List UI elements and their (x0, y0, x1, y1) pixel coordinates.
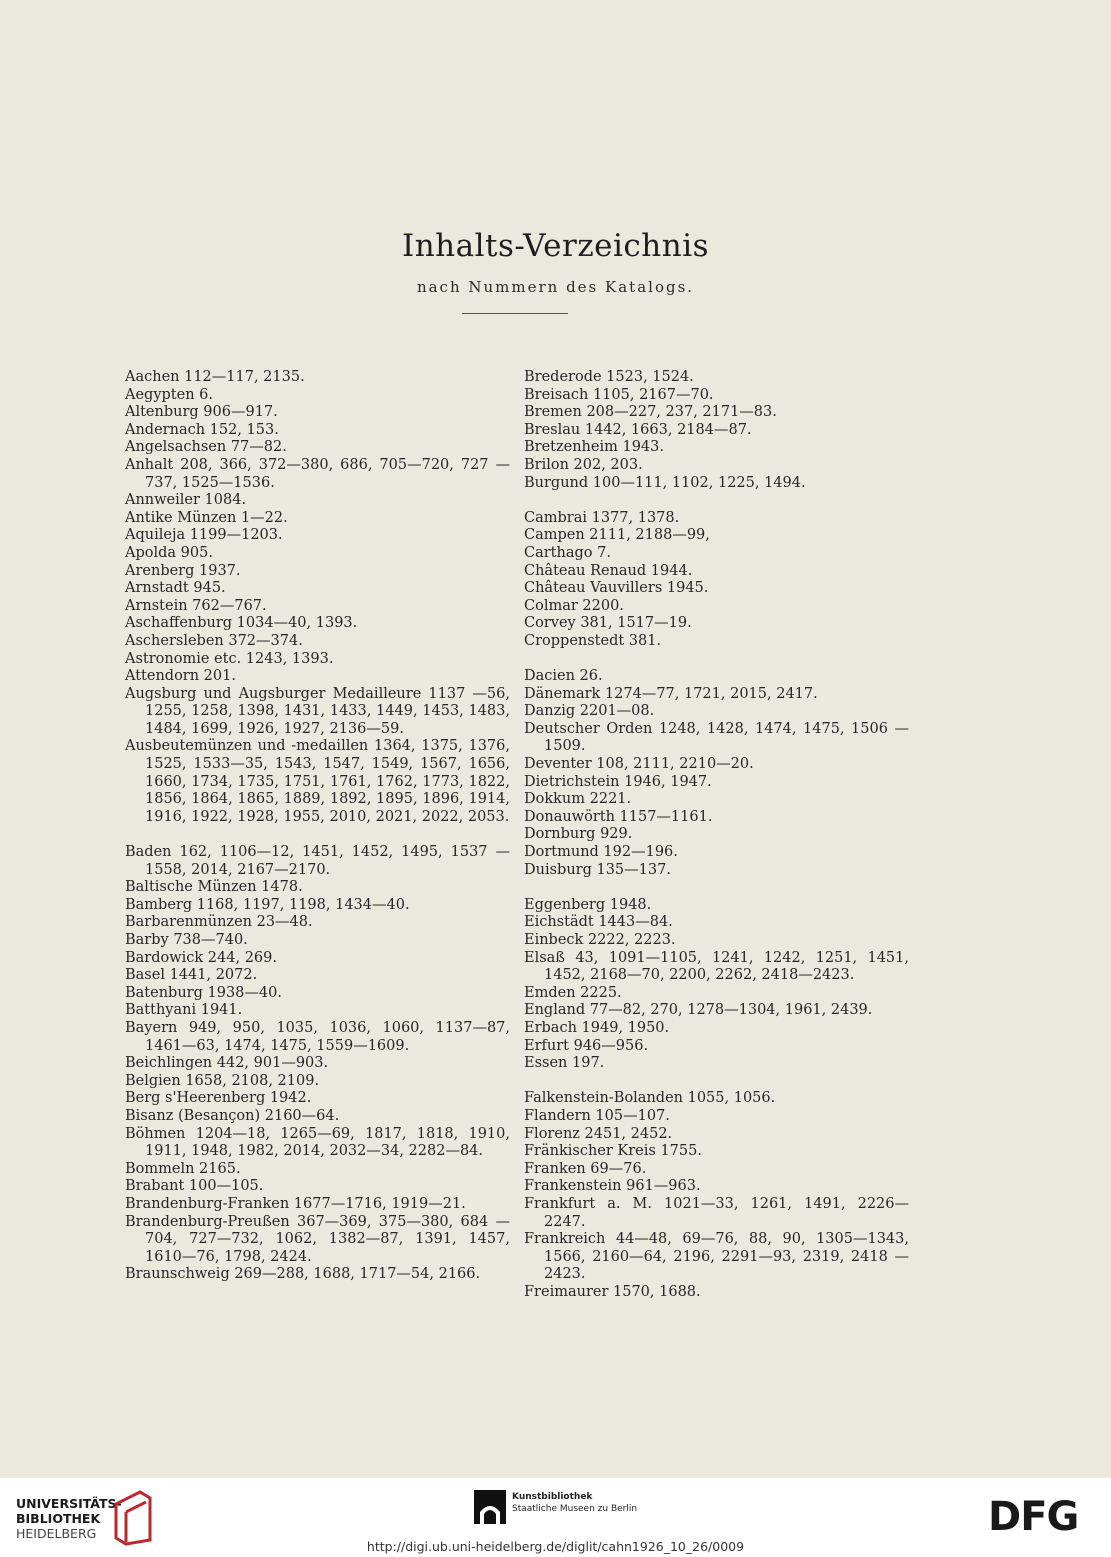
index-entry: Aegypten 6. (125, 386, 213, 403)
index-entry: Berg s'Heerenberg 1942. (125, 1090, 312, 1107)
index-entry: Aquileja 1199—1203. (125, 527, 283, 544)
index-entry: Essen 197. (524, 1055, 605, 1072)
index-entry: Andernach 152, 153. (125, 421, 279, 438)
index-entry: Elsaß 43, 1091—1105, 1241, 1242, 1251, 1451, 1452, 2168—70, 2200, 2262, 2418—2423. (524, 949, 909, 984)
index-entry: Bremen 208—227, 237, 2171—83. (524, 404, 777, 421)
section-gap (524, 492, 909, 510)
index-entry: Baltische Münzen 1478. (125, 879, 303, 896)
index-entry: Braunschweig 269—288, 1688, 1717—54, 2166. (125, 1266, 481, 1283)
index-entry: Arenberg 1937. (125, 562, 241, 579)
index-entry: Dokkum 2221. (524, 791, 632, 808)
index-entry: Croppenstedt 381. (524, 632, 662, 649)
index-entry: Dacien 26. (524, 668, 603, 685)
index-entry: Duisburg 135—137. (524, 861, 671, 878)
index-entry: Anhalt 208, 366, 372—380, 686, 705—720, 727 —737, 1525—1536. (125, 456, 510, 491)
ub-heidelberg-logo[interactable] (16, 1496, 122, 1541)
index-entry: Barby 738—740. (125, 932, 248, 948)
index-entry: Baden 162, 1106—12, 1451, 1452, 1495, 1537 —1558, 2014, 2167—2170. (125, 844, 510, 878)
index-entry: Arnstadt 945. (125, 580, 226, 597)
ub-logo-line-3: HEIDELBERG (16, 1526, 97, 1541)
index-entry: Fränkischer Kreis 1755. (524, 1143, 702, 1160)
index-entry: Brederode 1523, 1524. (524, 369, 694, 385)
index-entry: Apolda 905. (125, 544, 213, 561)
index-entry: Château Renaud 1944. (524, 562, 693, 579)
index-entry: Deutscher Orden 1248, 1428, 1474, 1475, 1506 —1509. (524, 720, 909, 755)
index-entry: Colmar 2200. (524, 597, 624, 614)
index-entry: Breisach 1105, 2167—70. (524, 386, 714, 403)
index-entry: Ausbeutemünzen und -medaillen 1364, 1375, 1376, 1525, 1533—35, 1543, 1547, 1549, 1567, 1656, 1660, 1734, 1735, 1751, 1761, 1762, 1773, 1822, 1856, 1864, 1865, 1889, 1892, 1895, 1896, 1914, 1916, 1922, 1928, 1955, 2010, 2021, 2022, 2053. (125, 738, 510, 825)
index-entry: Dornburg 929. (524, 826, 633, 843)
section-gap (524, 1073, 909, 1091)
index-entry: Aachen 112—117, 2135. (125, 369, 305, 385)
index-entry: Beichlingen 442, 901—903. (125, 1055, 329, 1072)
index-entry: Böhmen 1204—18, 1265—69, 1817, 1818, 1910, 1911, 1948, 1982, 2014, 2032—34, 2282—84. (125, 1125, 510, 1160)
index-entry: Breslau 1442, 1663, 2184—87. (524, 421, 752, 438)
kb-institution: Staatliche Museen zu Berlin (512, 1504, 638, 1514)
index-entry: Batenburg 1938—40. (125, 984, 282, 1001)
index-entry: Carthago 7. (524, 544, 611, 561)
index-entry: Frankenstein 961—963. (524, 1178, 701, 1195)
index-entry: England 77—82, 270, 1278—1304, 1961, 2439. (524, 1002, 873, 1019)
index-entry: Falkenstein-Bolanden 1055, 1056. (524, 1090, 776, 1107)
index-entry: Flandern 105—107. (524, 1107, 670, 1124)
index-entry: Dietrichstein 1946, 1947. (524, 773, 712, 790)
index-column-right (524, 369, 909, 1301)
index-entry: Frankfurt a. M. 1021—33, 1261, 1491, 2226— 2247. (524, 1195, 909, 1230)
index-entry: Bisanz (Besançon) 2160—64. (125, 1107, 340, 1124)
index-entry: Basel 1441, 2072. (125, 967, 258, 984)
index-entry: Aschersleben 372—374. (125, 632, 303, 649)
index-entry: Donauwörth 1157—1161. (524, 808, 713, 825)
index-entry: Astronomie etc. 1243, 1393. (125, 650, 334, 667)
index-entry: Barbarenmünzen 23—48. (125, 914, 313, 931)
index-entry: Deventer 108, 2111, 2210—20. (524, 756, 754, 773)
index-column-left (125, 369, 510, 1284)
index-entry: Burgund 100—111, 1102, 1225, 1494. (524, 474, 806, 491)
page-title: Inhalts-Verzeichnis (401, 228, 710, 264)
index-entry: Brandenburg-Preußen 367—369, 375—380, 684 —704, 727—732, 1062, 1382—87, 1391, 1457, 1610—76, 1798, 2424. (125, 1213, 510, 1265)
index-entry: Corvey 381, 1517—19. (524, 615, 692, 632)
index-entry: Brandenburg-Franken 1677—1716, 1919—21. (125, 1195, 466, 1212)
index-entry: Altenburg 906—917. (125, 404, 278, 421)
dfg-logo[interactable]: DFG (988, 1494, 1079, 1540)
kunstbibliothek-logo-icon[interactable] (474, 1490, 506, 1524)
index-entry: Dortmund 192—196. (524, 844, 678, 861)
index-entry: Attendorn 201. (125, 668, 236, 685)
index-entry: Annweiler 1084. (125, 492, 247, 509)
page-url-link[interactable]: http://digi.ub.uni-heidelberg.de/diglit/cahn1926_10_26/0009 (366, 1539, 745, 1554)
kb-name: Kunstbibliothek (512, 1492, 593, 1502)
index-entry: Aschaffenburg 1034—40, 1393. (125, 615, 358, 632)
index-entry: Bamberg 1168, 1197, 1198, 1434—40. (125, 896, 410, 913)
index-entry: Château Vauvillers 1945. (524, 580, 709, 597)
section-gap (524, 879, 909, 897)
index-entry: Belgien 1658, 2108, 2109. (125, 1072, 320, 1089)
index-entry: Bayern 949, 950, 1035, 1036, 1060, 1137—87, 1461—63, 1474, 1475, 1559—1609. (125, 1019, 510, 1054)
index-entry: Danzig 2201—08. (524, 703, 655, 720)
index-entry: Einbeck 2222, 2223. (524, 932, 676, 948)
index-entry: Bommeln 2165. (125, 1160, 241, 1177)
index-entry: Arnstein 762—767. (125, 597, 267, 614)
index-entry: Augsburg und Augsburger Medailleure 1137 —56, 1255, 1258, 1398, 1431, 1433, 1449, 1453, 1483, 1484, 1699, 1926, 1927, 2136—59. (125, 685, 510, 737)
index-entry: Florenz 2451, 2452. (524, 1125, 673, 1142)
index-entry: Bardowick 244, 269. (125, 949, 277, 966)
ub-logo-line-2: BIBLIOTHEK (16, 1511, 101, 1526)
section-gap (125, 826, 510, 844)
section-gap (524, 651, 909, 669)
index-entry: Eggenberg 1948. (524, 896, 652, 913)
page-subtitle: nach Nummern des Katalogs. (416, 278, 695, 296)
title-divider (462, 313, 568, 314)
index-entry: Angelsachsen 77—82. (125, 439, 287, 456)
index-entry: Franken 69—76. (524, 1160, 647, 1177)
index-entry: Frankreich 44—48, 69—76, 88, 90, 1305—1343, 1566, 2160—64, 2196, 2291—93, 2319, 2418 —2423. (524, 1231, 909, 1283)
index-entry: Antike Münzen 1—22. (125, 509, 288, 526)
index-entry: Brilon 202, 203. (524, 456, 643, 473)
index-entry: Brabant 100—105. (125, 1178, 264, 1195)
kunstbibliothek-caption (512, 1491, 637, 1515)
index-entry: Eichstädt 1443—84. (524, 914, 673, 931)
index-entry: Dänemark 1274—77, 1721, 2015, 2417. (524, 685, 818, 702)
index-entry: Campen 2111, 2188—99, (524, 527, 710, 544)
index-entry: Emden 2225. (524, 984, 622, 1001)
index-entry: Batthyani 1941. (125, 1002, 243, 1019)
index-entry: Freimaurer 1570, 1688. (524, 1283, 701, 1300)
index-entry: Erbach 1949, 1950. (524, 1019, 670, 1036)
ub-logo-line-1: UNIVERSITÄTS- (16, 1496, 122, 1511)
ub-heidelberg-mark-icon (110, 1486, 156, 1546)
index-entry: Bretzenheim 1943. (524, 439, 664, 456)
index-entry: Cambrai 1377, 1378. (524, 509, 680, 526)
index-entry: Erfurt 946—956. (524, 1037, 649, 1054)
